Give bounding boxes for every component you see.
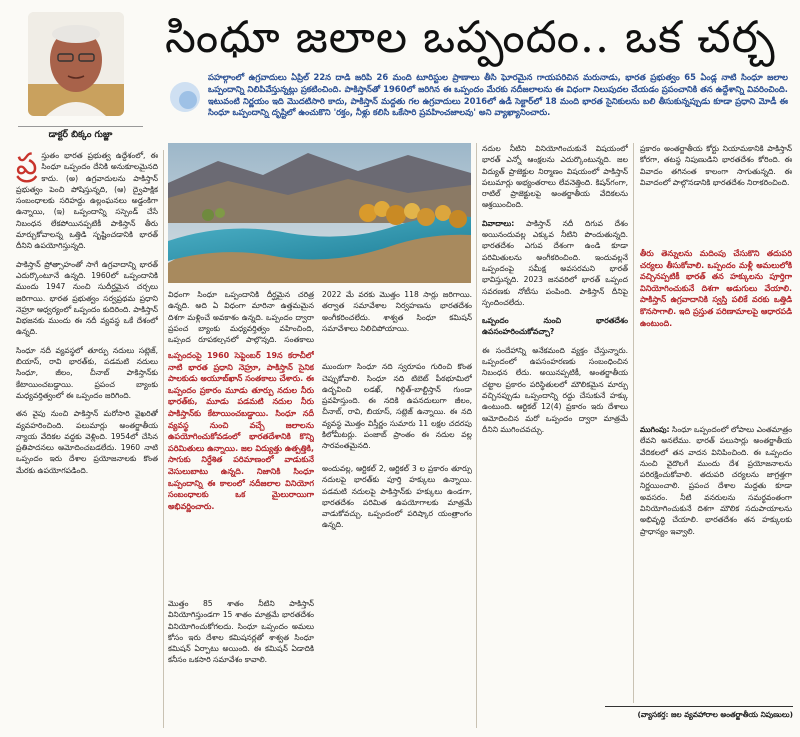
col1-paragraph-2: పాకిస్తాన్ ప్రోత్సాహంతో సాగే ఉగ్రవాదాన్ని భారత్ ఎదుర్కొంటూనే ఉన్నది. 1960లో ఒప్పందానికి ముందు 1947 నుంచి సుదీర్ఘమైన చర్చలు జరిగాయి. భారత ప్రభుత్వం సర్వప్రథమ ప్రధాని నెహ్రూ ఆధ్వర్యంలో ఒప్పందం కుదిరింది. పాకిస్తాన్ విభజనకు ముందు ఈ నదీ వ్యవస్థ ఒకే దేశంలో ఉన్నది. [16, 259, 158, 337]
column-1 [16, 150, 158, 728]
drop-cap: ప్ర [16, 150, 38, 182]
col4-paragraph-1: నదుల నీటిని వినియోగించుకునే విషయంలో భారత్‌ ఎన్నో ఆంక్షలను ఎదుర్కొంటున్నది. జల విద్యుత్ ప్రాజెక్టుల నిర్మాణం విషయంలో పాకిస్తాన్ పలుమార్లు అభ్యంతరాలు లేవనెత్తింది. కిషన్‌గంగా, రాటిల్ ప్రాజెక్టులపై అంతర్జాతీయ వేదికలను ఆశ్రయించింది. [482, 144, 628, 210]
col2-paragraph-1: విధంగా సింధూ ఒప్పందానికి దీర్ఘమైన చరిత్ర ఉన్నది. అది ఏ విధంగా మారినా ఉత్తమమైన దిశగా మళ్లించే అవకాశం ఉన్నది. ఒప్పందం ద్వారా ప్రపంచ బ్యాంకు మధ్యవర్తిత్వం వహించింది, ఒప్పంద రూపకల్పనలో పాల్గొన్నది. సంతకాలు [168, 290, 314, 344]
column-3-top [322, 289, 472, 344]
headline: సింధూ జలాల ఒప్పందం.. ఒక చర్చ [165, 12, 776, 63]
author-name: డాక్టర్ బిక్కం గుజ్జా [18, 126, 143, 142]
col3-paragraph-2: ముందుగా సింధూ నది స్వరూపం గురించి కొంత చెప్పుకోవాలి. సింధూ నది టిబెట్ పీఠభూమిలో ఉద్భవించి లడఖ్, గిల్గిత్-బాల్టిస్తాన్ గుండా ప్రవహిస్తుంది. ఈ నదికి ఉపనదులుగా జీలం, చీనాబ్, రావి, బియాస్, సట్లెజ్ ఉన్నాయి. ఈ నది వ్యవస్థ మొత్తం విస్తీర్ణం సుమారు 11 లక్షల చదరపు కిలోమీటర్లు. పంజాబ్ ప్రాంతం ఈ నదుల వల్ల సారవంతమైనది. అందువల్ల, ఆర్టికల్ 2, ఆర్టికల్ 3 ల ప్రకారం తూర్పు నదులపై భారత్‌కు పూర్తి హక్కులు ఉన్నాయి. పడమటి నదులపై పాకిస్తాన్‌కు హక్కులు ఉండగా, భారతదేశం పరిమిత ఉపయోగాలకు మాత్రమే వాడుకోవచ్చు. ఒప్పందంలో పరిష్కార యంత్రాంగం ఉన్నది. [322, 362, 472, 530]
col4-paragraph-2: పాకిస్తాన్ నదీ దిగువ దేశం అయినందువల్ల ఎక్కువ నీటిని పొందుతున్నది. భారతదేశం ఎగువ దేశంగా ఉండి కూడా పరిమితులను అంగీకరించింది. ఇందువల్లనే ఒప్పందంపై సమీక్ష అవసరమని భారత్ భావిస్తున్నది. 2023 జనవరిలో భారత్ ఒప్పంద సవరణకు నోటీసు పంపింది. పాకిస్తాన్ దీనిపై స్పందించలేదు. [482, 218, 628, 307]
col1-paragraph-1: స్తుతం భారత ప్రభుత్వ ఉద్దేశంలో, ఈ సింధూ ఒప్పందం దేనికి అనుకూలమైనది కాదు. (అ) ఉగ్రవాదులను పాకిస్తాన్ ప్రభుత్వం పెంచి పోషిస్తున్నది, (ఆ) ద్వైపాక్షిక సంబంధాలకు సరిహద్దు ఉల్లంఘనలు అడ్డంకిగా ఉన్నాయి, (ఇ) ఒప్పందాన్ని సస్పెండ్ చేసే నిబంధన లేకపోయినప్పటికీ పాకిస్తాన్ తీరు మార్చుకోవాలన్న ఒత్తిడి సృష్టించడానికి భారత్ దీనిని ఉపయోగిస్తున్నది. [16, 151, 158, 251]
column-5-bottom [640, 424, 792, 702]
column-3 [322, 350, 472, 728]
author-credit: (వ్యాసకర్త: జల వ్యవహారాల అంతర్జాతీయ నిపుణులు) [605, 706, 793, 721]
col1-paragraph-4: తన వైపు నుంచి పాకిస్తాన్ మరోసారి వైఖరితో వ్యవహరించింది. పలుమార్లు అంతర్జాతీయ న్యాయ వేదికల వద్దకు వెళ్లింది. 1954లో చేసిన ప్రతిపాదనలు ఆమోదించబడలేదు. 1960 నాటి ఒప్పందం ఇరు దేశాల ప్రయోజనాలకు కొంత మేరకు ఉపయోగపడింది. [16, 409, 158, 475]
col5-paragraph-2: సింధూ ఒప్పందంలో లోపాలు ఎంతమాత్రం లేవని అనలేము. భారత్ పలుసార్లు అంతర్జాతీయ వేదికలలో తన వాదన వినిపించింది. ఈ ఒప్పందం నుంచి వైదొలగే ముందు దేశ ప్రయోజనాలను పరిరక్షించుకోవాలి. తదుపరి చర్యలను జాగ్రత్తగా నిర్ణయించాలి. ప్రపంచ దేశాల మద్దతు కూడా అవసరం. నీటి వనరులను సమర్థవంతంగా వినియోగించుకునే దిశగా మౌలిక సదుపాయాలను అభివృద్ధి చేయాలి. భారతదేశం తన హక్కులకు ప్రాధాన్యం ఇవ్వాలి. [640, 425, 792, 536]
quote-icon [168, 80, 202, 114]
column-2-bottom [168, 598, 314, 728]
author-photo [28, 12, 124, 116]
column-divider [163, 150, 164, 728]
column-divider [476, 143, 477, 728]
column-divider [633, 143, 634, 703]
column-4 [482, 143, 628, 728]
pull-quote-1: ఒప్పందంపై 1960 సెప్టెంబర్ 19న కరాచీలో నాటి భారత ప్రధాని నెహ్రూ, పాకిస్తాన్ సైనిక పాలకుడు అయూబ్‌ఖాన్ సంతకాలు చేశారు. ఈ ఒప్పందం ప్రకారం మూడు తూర్పు నదుల నీరు భారత్‌కు, మూడు పడమటి నదుల నీరు పాకిస్తాన్‌కు కేటాయించబడ్డాయి. సింధూ నదీ వ్యవస్థ నుంచి వచ్చే జలాలను ఉపయోగించుకోవడంలో భారతదేశానికి కొన్ని పరిమితులు ఉన్నాయి. జల విద్యుత్తు ఉత్పత్తికి, సాగుకు నిర్దేశిత పరిమాణంలో వాడుకునే వెసులుబాటు ఉన్నది. నిజానికి సింధూ ఒప్పందాన్ని ఈ కాలంలో నదీజలాల వినియోగ సంబంధాలకు ఒక మైలురాయిగా అభివర్ణించారు. [168, 351, 314, 511]
col4-paragraph-3: ఈ సందేహాన్ని అనేకమంది వ్యక్తం చేస్తున్నారు. ఒప్పందంలో ఉపసంహరణకు సంబంధించిన నిబంధన లేదు. అయినప్పటికీ, అంతర్జాతీయ చట్టాల ప్రకారం పరిస్థితులలో మౌలికమైన మార్పు వచ్చినప్పుడు ఒప్పందాన్ని రద్దు చేసుకునే హక్కు ఉంటుంది. ఆర్టికల్ 12(4) ప్రకారం ఇరు దేశాలు ఆమోదించిన మరో ఒప్పందం ద్వారా మాత్రమే దీనిని ముగించవచ్చు. [482, 345, 628, 434]
col2-paragraph-2: మొత్తం 85 శాతం నీటిని పాకిస్తాన్ వినియోగిస్తుండగా 15 శాతం మాత్రమే భారతదేశం వినియోగించుకోగలదు. సింధూ ఒప్పందం అమలు కోసం ఇరు దేశాల కమిషనర్లతో శాశ్వత సింధూ కమిషన్ ఏర్పాటు అయింది. ఈ కమిషన్ ఏడాదికి కనీసం ఒకసారి సమావేశం కావాలి. [168, 599, 314, 665]
col3-paragraph-1: 2022 మే వరకు మొత్తం 118 సార్లు జరిగాయి. తర్వాత సమావేశాల నిర్వహణను భారతదేశం అంగీకరించలేదు. శాశ్వత సింధూ కమిషన్ సమావేశాలు నిలిచిపోయాయి. [322, 290, 472, 333]
river-photo [168, 143, 471, 283]
subheading-withdrawal: ఒప్పందం నుంచి భారతదేశం ఉపసంహరించుకోవచ్చా? [482, 316, 628, 337]
column-2-top [168, 289, 314, 344]
pull-quote-2: తీరు తెన్నులను మదింపు చేసుకొని తదుపరి చర్యలు తీసుకోవాలి. ఒప్పందం మళ్లీ అమలులోకి వచ్చినప్పటికీ భారత్ తన హక్కులను పూర్తిగా వినియోగించుకునే దిశగా అడుగులు వేయాలి. పాకిస్తాన్ ఉగ్రవాదానికి స్వస్తి పలికే వరకు ఒత్తిడి కొనసాగాలి. ఇది ప్రస్తుత పరిణామాలపై ఆధారపడి ఉంటుంది. [640, 249, 792, 328]
subheading-conclusion: ముగింపు: [640, 425, 670, 434]
col5-paragraph-1: ప్రకారం అంతర్జాతీయ కోర్టు నియామకానికి పాకిస్తాన్ కోరగా, తటస్థ నిపుణుడిని భారతదేశం కోరింది. ఈ వివాదం తగినంత కాలంగా సాగుతున్నది. ఈ వివాదంలో పాల్గొనడానికి భారతదేశం నిరాకరించింది. [640, 144, 792, 187]
col1-paragraph-3: సింధూ నదీ వ్యవస్థలో తూర్పు నదులు సట్లెజ్, బియాస్, రావి భారత్‌కు, పడమటి నదులు సింధూ, జీలం, చీనాబ్ పాకిస్తాన్‌కు కేటాయించబడ్డాయి. ప్రపంచ బ్యాంకు మధ్యవర్తిత్వంలో ఈ ఒప్పందం జరిగింది. [16, 345, 158, 400]
column-5-top [640, 143, 792, 243]
intro-paragraph: పహల్గాంలో ఉగ్రవాదులు ఏప్రిల్ 22న దాడి జరిపి 26 మంది టూరిస్టుల ప్రాణాలు తీసి ఘోరమైన గాయపరిచిన మరునాడు, భారత ప్రభుత్వం 65 ఏండ్ల నాటి సింధూ జలాల ఒప్పందాన్ని నిలిపివేస్తున్నట్లు ప్రకటించింది. పాకిస్తాన్‌తో 1960లో జరిగిన ఈ ఒప్పందం మేరకు నదీజలాలను ఈ విధంగా నిలుపుదల చేయడం ప్రపంచానికి తన ఉద్దేశాన్ని వివరించింది. ఇటువంటి నిర్ణయం ఇది మొదటిసారి కాదు, పాకిస్తాన్ మద్దతు గల ఉగ్రవాదులు 2016లో ఉడీ సెక్టార్‌లో 18 మంది భారత సైనికులను బలి తీసుకున్నప్పుడు కూడా ప్రధాని మోడీ ఈ సింధూ ఒప్పందాన్ని దృష్టిలో ఉంచుకొని 'రక్తం, నీళ్లు కలిసి ఒకేసారి ప్రవహించజాలవు' అని వ్యాఖ్యానించారు. [208, 72, 788, 118]
subheading-disputes: వివాదాలు: [482, 218, 515, 228]
